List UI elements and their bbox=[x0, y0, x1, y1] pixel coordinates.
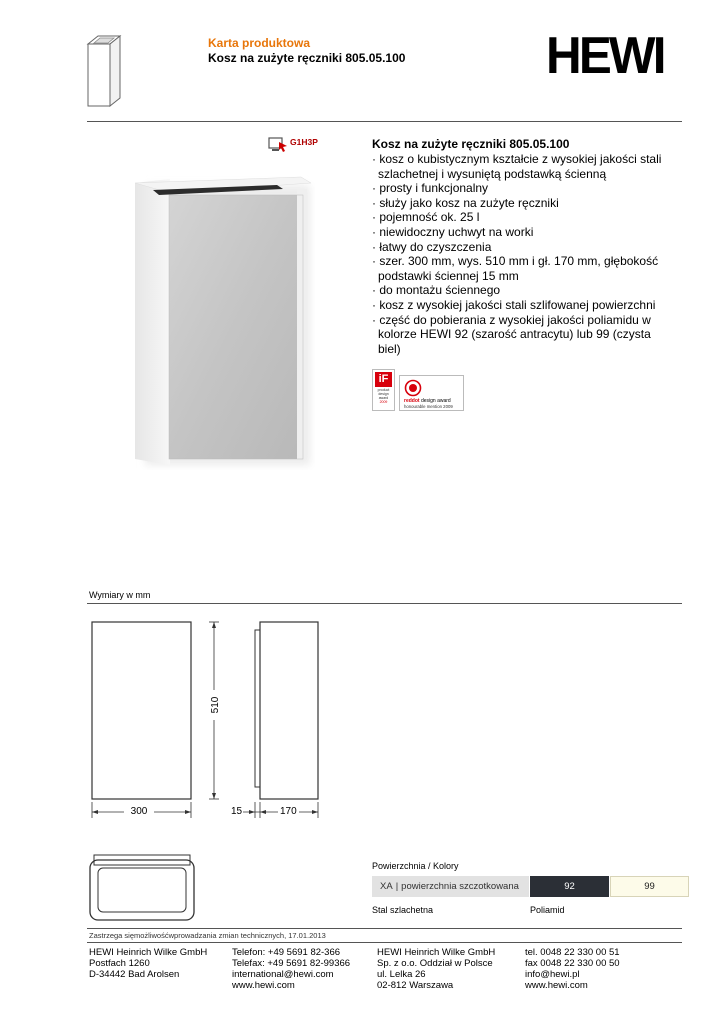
if-award-badge: iF product design award 2009 bbox=[372, 369, 395, 411]
footer-notice: Zastrzega sięmożliwośćwprowadzania zmian technicznych, 17.01.2013 bbox=[89, 931, 326, 940]
top-view-drawing bbox=[85, 850, 200, 925]
description-line: · służy jako kosz na zużyte ręczniki bbox=[372, 195, 559, 210]
finish-cell: XA | powierzchnia szczotkowana bbox=[372, 876, 529, 897]
width-dimension: 300 bbox=[124, 806, 154, 817]
if-logo-icon: iF bbox=[375, 372, 392, 387]
description-line: biel) bbox=[378, 341, 401, 356]
description-line: kolorze HEWI 92 (szarość antracytu) lub 99 (czysta bbox=[378, 327, 651, 342]
product-badge-code: G1H3P bbox=[290, 137, 318, 147]
dimensions-label: Wymiary w mm bbox=[89, 590, 151, 600]
description-line: · pojemność ok. 25 l bbox=[372, 210, 480, 225]
product-title: Kosz na zużyte ręczniki 805.05.100 bbox=[208, 51, 406, 65]
description-line: · łatwy do czyszczenia bbox=[372, 239, 492, 254]
finish-code: XA bbox=[380, 881, 393, 892]
dimensions-divider bbox=[87, 603, 682, 604]
footer-address-de: HEWI Heinrich Wilke GmbH Postfach 1260 D-34442 Bad Arolsen bbox=[89, 947, 208, 980]
height-dimension: 510 bbox=[200, 690, 230, 720]
depth-dimension: 170 bbox=[280, 806, 297, 817]
header-divider bbox=[87, 121, 682, 122]
website-link[interactable]: www.hewi.com bbox=[232, 980, 295, 991]
description-line: · niewidoczny uchwyt na worki bbox=[372, 224, 534, 239]
description-line: · do montażu ściennego bbox=[372, 283, 501, 298]
doc-type-label: Karta produktowa bbox=[208, 36, 311, 50]
reddot-logo-icon bbox=[404, 379, 422, 397]
website-link[interactable]: www.hewi.com bbox=[525, 980, 588, 991]
footer-address-pl: HEWI Heinrich Wilke GmbH Sp. z o.o. Oddział w Polsce ul. Lelka 26 02-812 Warszawa bbox=[377, 947, 496, 991]
email-link[interactable]: international@hewi.com bbox=[232, 969, 334, 980]
product-photo bbox=[125, 175, 315, 470]
description-line: szlachetnej i wysuniętą podstawką ścienną bbox=[378, 166, 607, 181]
material-polyamide: Poliamid bbox=[530, 905, 565, 915]
email-link[interactable]: info@hewi.pl bbox=[525, 969, 580, 980]
bin-thumbnail-icon bbox=[84, 30, 124, 110]
footer-contact-pl: tel. 0048 22 330 00 51 fax 0048 22 330 00 50 info@hewi.pl www.hewi.com bbox=[525, 947, 620, 991]
description-title: Kosz na zużyte ręczniki 805.05.100 bbox=[372, 137, 570, 151]
description bbox=[372, 137, 661, 356]
colors-label: Powierzchnia / Kolory bbox=[372, 861, 459, 871]
footer-divider-2 bbox=[87, 942, 682, 943]
finish-label: powierzchnia szczotkowana bbox=[401, 881, 519, 892]
color-swatch-light[interactable]: 99 bbox=[610, 876, 689, 897]
material-steel: Stal szlachetna bbox=[372, 905, 434, 915]
wall-plate-dimension: 15 bbox=[231, 806, 243, 817]
description-line: podstawki ściennej 15 mm bbox=[378, 268, 519, 283]
description-line: · kosz z wysokiej jakości stali szlifowanej powierzchni bbox=[372, 297, 656, 312]
footer-contact-de: Telefon: +49 5691 82-366 Telefax: +49 5691 82-99366 international@hewi.com www.hewi.com bbox=[232, 947, 351, 991]
hewi-logo: HEWI bbox=[546, 27, 664, 85]
description-line: · kosz o kubistycznym kształcie z wysokiej jakości stali bbox=[372, 152, 662, 166]
color-swatch-dark[interactable]: 92 bbox=[530, 876, 609, 897]
reddot-award-badge: reddot design award honourable mention 2009 bbox=[399, 375, 464, 411]
monitor-icon bbox=[268, 136, 288, 153]
footer-divider bbox=[87, 928, 682, 929]
description-line: · szer. 300 mm, wys. 510 mm i gł. 170 mm, głębokość bbox=[372, 254, 659, 269]
description-line: · część do pobierania z wysokiej jakości poliamidu w bbox=[372, 312, 651, 327]
description-line: · prosty i funkcjonalny bbox=[372, 181, 489, 196]
